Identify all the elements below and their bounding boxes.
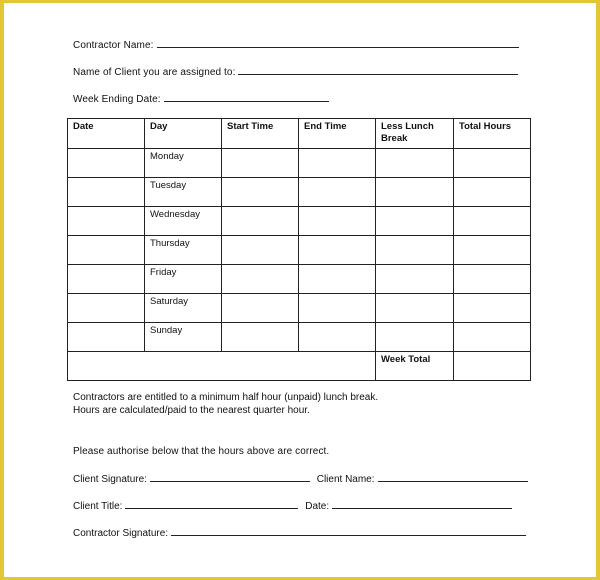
start-time-cell[interactable] — [222, 149, 299, 178]
header-end-time: End Time — [299, 119, 376, 149]
lunch-break-cell[interactable] — [376, 236, 454, 265]
day-cell: Monday — [145, 149, 222, 178]
table-row — [68, 178, 531, 207]
contractor-signature-blank[interactable] — [171, 527, 526, 536]
timesheet-table — [67, 118, 531, 381]
week-total-label: Week Total — [376, 352, 454, 381]
client-title-field — [73, 500, 298, 512]
client-title-blank[interactable] — [125, 500, 298, 509]
week-ending-field — [73, 93, 329, 105]
client-signature-blank[interactable] — [150, 473, 310, 482]
end-time-cell[interactable] — [299, 323, 376, 352]
table-row — [68, 207, 531, 236]
table-header-row — [68, 119, 531, 149]
day-cell: Wednesday — [145, 207, 222, 236]
client-name-field — [317, 473, 528, 485]
date-label: Date: — [305, 501, 330, 512]
contractor-name-blank[interactable] — [157, 39, 519, 48]
week-total-cell[interactable] — [454, 352, 531, 381]
client-name-blank[interactable] — [378, 473, 528, 482]
total-hours-cell[interactable] — [454, 149, 531, 178]
header-less-lunch-line1: Less Lunch — [381, 121, 434, 132]
day-cell: Thursday — [145, 236, 222, 265]
lunch-break-cell[interactable] — [376, 207, 454, 236]
lunch-break-cell[interactable] — [376, 323, 454, 352]
client-assigned-label: Name of Client you are assigned to: — [73, 67, 236, 78]
end-time-cell[interactable] — [299, 236, 376, 265]
client-title-label: Client Title: — [73, 501, 123, 512]
date-cell[interactable] — [68, 323, 145, 352]
date-cell[interactable] — [68, 236, 145, 265]
start-time-cell[interactable] — [222, 294, 299, 323]
end-time-cell[interactable] — [299, 149, 376, 178]
week-ending-label: Week Ending Date: — [73, 94, 161, 105]
week-total-spacer — [68, 352, 376, 381]
date-cell[interactable] — [68, 207, 145, 236]
client-name-label: Client Name: — [316, 474, 375, 485]
lunch-break-cell[interactable] — [376, 265, 454, 294]
timesheet-document — [4, 3, 596, 577]
day-cell: Friday — [145, 265, 222, 294]
authorise-note: Please authorise below that the hours above are correct. — [73, 446, 330, 457]
total-hours-cell[interactable] — [454, 207, 531, 236]
client-assigned-field — [73, 66, 518, 78]
lunch-break-cell[interactable] — [376, 178, 454, 207]
client-signature-row — [73, 473, 528, 485]
notes-block — [73, 391, 378, 417]
table-row — [68, 236, 531, 265]
start-time-cell[interactable] — [222, 207, 299, 236]
table-row — [68, 323, 531, 352]
day-cell: Sunday — [145, 323, 222, 352]
start-time-cell[interactable] — [222, 323, 299, 352]
total-hours-cell[interactable] — [454, 178, 531, 207]
day-cell: Tuesday — [145, 178, 222, 207]
date-field — [305, 500, 512, 512]
total-hours-cell[interactable] — [454, 294, 531, 323]
total-hours-cell[interactable] — [454, 236, 531, 265]
date-cell[interactable] — [68, 178, 145, 207]
header-less-lunch-line2: Break — [381, 133, 408, 144]
date-cell[interactable] — [68, 265, 145, 294]
lunch-break-note: Contractors are entitled to a minimum half hour (unpaid) lunch break. — [73, 392, 379, 403]
date-blank[interactable] — [332, 500, 512, 509]
week-ending-blank[interactable] — [164, 93, 329, 102]
client-assigned-blank[interactable] — [238, 66, 518, 75]
client-signature-field — [73, 473, 310, 485]
end-time-cell[interactable] — [299, 178, 376, 207]
header-less-lunch-break — [376, 119, 454, 149]
header-day: Day — [145, 119, 222, 149]
total-hours-cell[interactable] — [454, 265, 531, 294]
end-time-cell[interactable] — [299, 207, 376, 236]
start-time-cell[interactable] — [222, 236, 299, 265]
day-cell: Saturday — [145, 294, 222, 323]
table-row — [68, 294, 531, 323]
lunch-break-cell[interactable] — [376, 149, 454, 178]
header-total-hours: Total Hours — [454, 119, 531, 149]
contractor-name-label: Contractor Name: — [73, 40, 154, 51]
rounding-note: Hours are calculated/paid to the nearest quarter hour. — [73, 405, 310, 416]
lunch-break-cell[interactable] — [376, 294, 454, 323]
table-row — [68, 265, 531, 294]
client-title-row — [73, 500, 512, 512]
end-time-cell[interactable] — [299, 265, 376, 294]
start-time-cell[interactable] — [222, 178, 299, 207]
contractor-name-field — [73, 39, 519, 51]
header-date: Date — [68, 119, 145, 149]
header-start-time: Start Time — [222, 119, 299, 149]
date-cell[interactable] — [68, 149, 145, 178]
start-time-cell[interactable] — [222, 265, 299, 294]
date-cell[interactable] — [68, 294, 145, 323]
total-hours-cell[interactable] — [454, 323, 531, 352]
contractor-signature-field — [73, 527, 526, 539]
contractor-signature-label: Contractor Signature: — [73, 528, 169, 539]
table-row — [68, 149, 531, 178]
contractor-signature-row — [73, 527, 526, 539]
end-time-cell[interactable] — [299, 294, 376, 323]
client-signature-label: Client Signature: — [73, 474, 147, 485]
week-total-row — [68, 352, 531, 381]
bottom-fade-overlay — [4, 555, 596, 577]
